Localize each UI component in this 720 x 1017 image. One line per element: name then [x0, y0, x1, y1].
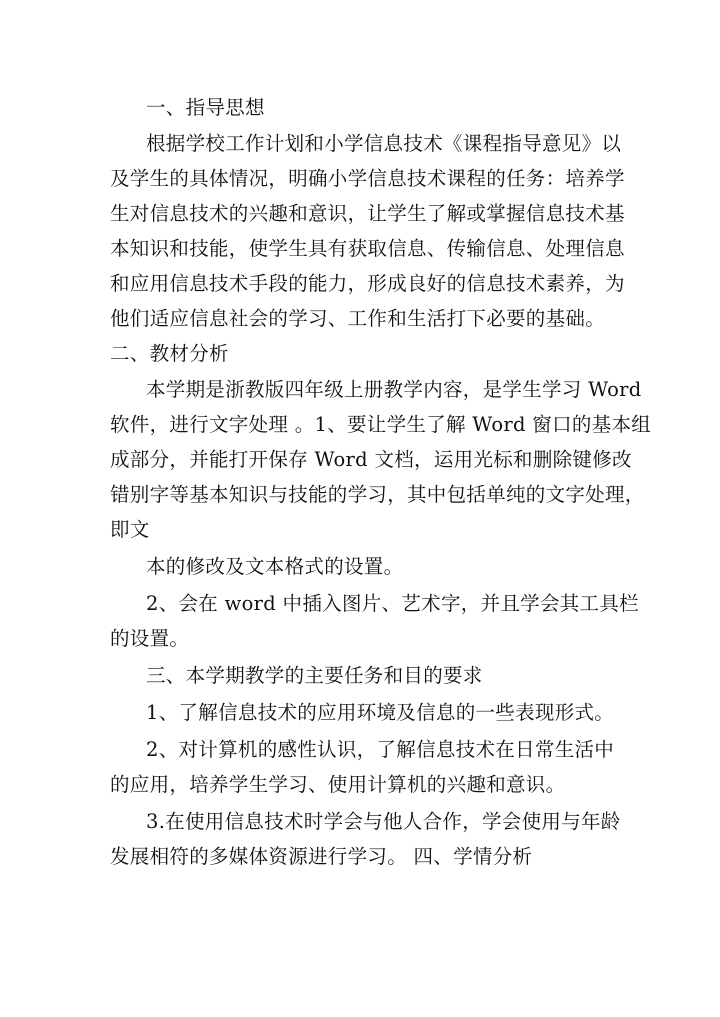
paragraph-2-line-4: 错别字等基本知识与技能的学习，其中包括单纯的文字处理，: [110, 483, 645, 506]
paragraph-1-line-5: 和应用信息技术手段的能力，形成良好的信息技术素养，为: [110, 272, 625, 295]
paragraph-5-line-1: 1、了解信息技术的应用环境及信息的一些表现形式。: [146, 701, 615, 724]
paragraph-1-line-2: 及学生的具体情况，明确小学信息技术课程的任务：培养学: [110, 167, 625, 190]
paragraph-1-line-1: 根据学校工作计划和小学信息技术《课程指导意见》以: [146, 132, 622, 155]
paragraph-1-line-6: 他们适应信息社会的学习、工作和生活打下必要的基础。: [110, 307, 606, 330]
paragraph-1-line-4: 本知识和技能，使学生具有获取信息、传输信息、处理信息: [110, 237, 625, 260]
section-1-heading: 一、指导思想: [146, 96, 265, 119]
paragraph-2-line-3: 成部分，并能打开保存 Word 文档，运用光标和删除键修改: [110, 448, 632, 471]
paragraph-4-line-1: 2、会在 word 中插入图片、艺术字，并且学会其工具栏: [146, 592, 639, 615]
paragraph-6-line-1: 2、对计算机的感性认识，了解信息技术在日常生活中: [146, 738, 615, 761]
paragraph-2-line-1: 本学期是浙教版四年级上册教学内容，是学生学习 Word: [146, 378, 642, 401]
paragraph-2-line-2: 软件，进行文字处理 。1、要让学生了解 Word 窗口的基本组: [110, 413, 652, 436]
paragraph-7-line-1: 3.在使用信息技术时学会与他人合作，学会使用与年龄: [146, 810, 621, 833]
paragraph-1-line-3: 生对信息技术的兴趣和意识，让学生了解或掌握信息技术基: [110, 202, 625, 225]
paragraph-7-line-2: 发展相符的多媒体资源进行学习。 四、学情分析: [110, 845, 533, 868]
paragraph-3-line-1: 本的修改及文本格式的设置。: [146, 555, 404, 578]
section-2-heading: 二、教材分析: [110, 342, 229, 365]
section-3-heading: 三、本学期教学的主要任务和目的要求: [146, 664, 483, 687]
paragraph-6-line-2: 的应用，培养学生学习、使用计算机的兴趣和意识。: [110, 773, 566, 796]
paragraph-4-line-2: 的设置。: [110, 627, 190, 650]
paragraph-2-line-5: 即文: [110, 518, 150, 541]
